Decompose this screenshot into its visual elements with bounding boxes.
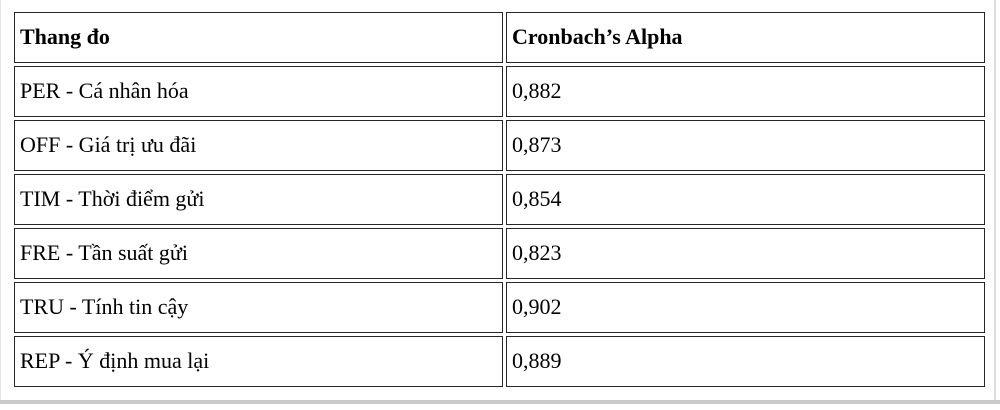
table-header-row (14, 12, 985, 63)
alpha-cell: 0,882 (506, 66, 985, 117)
scale-cell: TRU - Tính tin cậy (14, 282, 503, 333)
table-row (14, 120, 985, 171)
table-row (14, 66, 985, 117)
scale-cell: TIM - Thời điểm gửi (14, 174, 503, 225)
column-header-alpha: Cronbach’s Alpha (506, 12, 985, 63)
alpha-cell: 0,902 (506, 282, 985, 333)
alpha-cell: 0,823 (506, 228, 985, 279)
cronbach-alpha-table (11, 9, 988, 390)
scale-cell: REP - Ý định mua lại (14, 336, 503, 387)
scale-cell: FRE - Tần suất gửi (14, 228, 503, 279)
column-header-scale: Thang đo (14, 12, 503, 63)
screenshot-right-edge (994, 0, 996, 404)
scale-cell: PER - Cá nhân hóa (14, 66, 503, 117)
table-row (14, 336, 985, 387)
alpha-cell: 0,889 (506, 336, 985, 387)
scale-cell: OFF - Giá trị ưu đãi (14, 120, 503, 171)
screenshot-left-edge (0, 0, 1, 404)
table-row (14, 228, 985, 279)
alpha-cell: 0,854 (506, 174, 985, 225)
screenshot-bottom-edge (0, 400, 1000, 404)
alpha-cell: 0,873 (506, 120, 985, 171)
table-row (14, 174, 985, 225)
table-row (14, 282, 985, 333)
